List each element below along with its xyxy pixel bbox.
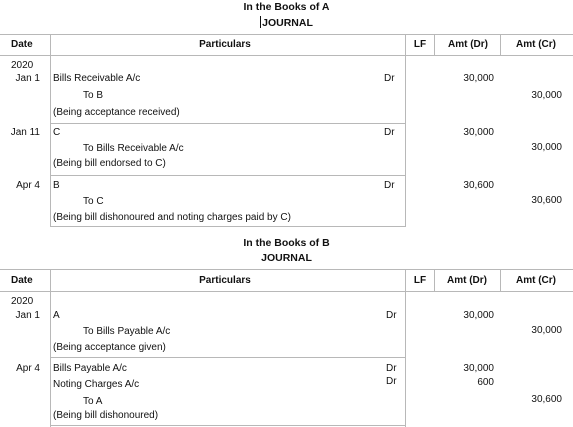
journal-a-entry3-amt-cr: 30,600 (531, 195, 562, 206)
table-b-header-border (0, 291, 573, 292)
journal-b-entry2-dr-marker-1: Dr (386, 363, 397, 374)
header-a-particulars: Particulars (199, 39, 251, 50)
journal-a-entry3-dr-marker: Dr (384, 180, 395, 191)
header-b-lf: LF (413, 275, 427, 286)
journal-b-entry1-amt-dr: 30,000 (463, 310, 494, 321)
books-a-title: In the Books of A (243, 1, 330, 13)
journal-a-entry2-narration: (Being bill endorsed to C) (53, 158, 166, 169)
header-b-amt-dr: Amt (Dr) (447, 275, 487, 286)
table-a-row2-divider (50, 175, 405, 176)
journal-a-entry2-date: Jan 11 (10, 127, 40, 138)
journal-a-entry1-amt-cr: 30,000 (531, 90, 562, 101)
table-a-top-border (0, 34, 573, 35)
journal-a-entry1-narration: (Being acceptance received) (53, 107, 180, 118)
header-a-date: Date (11, 39, 33, 50)
journal-a-entry1-debit-account: Bills Receivable A/c (53, 73, 141, 84)
journal-b-title: JOURNAL (261, 252, 312, 264)
journal-b-entry2-debit-account-2: Noting Charges A/c (53, 379, 140, 390)
journal-b-entry1-amt-cr: 30,000 (531, 325, 562, 336)
journal-b-entry2-credit-account: To A (83, 396, 103, 407)
table-b-col-divider-particulars (405, 269, 406, 427)
journal-b-entry1-dr-marker: Dr (386, 310, 397, 321)
header-b-amt-cr: Amt (Cr) (516, 275, 556, 286)
journal-a-entry2-credit-account: To Bills Receivable A/c (83, 143, 184, 154)
header-b-particulars: Particulars (199, 275, 251, 286)
journal-b-entry2-debit-account-1: Bills Payable A/c (53, 363, 127, 374)
table-b-col-divider-date (50, 269, 51, 427)
journal-b-entry1-credit-account: To Bills Payable A/c (83, 326, 171, 337)
journal-b-entry2-amt-cr: 30,600 (531, 394, 562, 405)
table-b-top-border (0, 269, 573, 270)
journal-b-entry1-date: Jan 1 (15, 310, 40, 321)
journal-a-entry2-debit-account: C (53, 127, 61, 138)
journal-a-entry3-debit-account: B (53, 180, 60, 191)
journal-a-title: JOURNAL (262, 17, 313, 29)
header-a-amt-dr: Amt (Dr) (448, 39, 488, 50)
journal-a-entry1-amt-dr: 30,000 (463, 73, 494, 84)
journal-b-entry1-narration: (Being acceptance given) (53, 342, 166, 353)
header-a-lf: LF (413, 39, 427, 50)
journal-b-entry1-debit-account: A (53, 310, 60, 321)
books-b-title: In the Books of B (243, 237, 330, 249)
journal-a-entry2-amt-dr: 30,000 (463, 127, 494, 138)
books-a-journal-heading (0, 16, 573, 30)
journal-a-entry3-amt-dr: 30,600 (463, 180, 494, 191)
journal-a-entry2-amt-cr: 30,000 (531, 142, 562, 153)
header-b-date: Date (11, 275, 33, 286)
journal-b-entry2-dr-marker-2: Dr (386, 376, 397, 387)
table-b-row2-divider (50, 425, 405, 426)
journal-b-entry2-amt-dr-1: 30,000 (463, 363, 494, 374)
journal-a-entry1-date: Jan 1 (15, 73, 40, 84)
journal-b-entry2-date: Apr 4 (16, 363, 40, 374)
journal-b-entry2-amt-dr-2: 600 (477, 377, 494, 388)
header-a-amt-cr: Amt (Cr) (516, 39, 556, 50)
journal-b-year: 2020 (11, 296, 34, 307)
journal-a-entry1-credit-account: To B (83, 90, 104, 101)
journal-a-entry3-date: Apr 4 (16, 180, 40, 191)
text-cursor (260, 16, 261, 28)
journal-a-entry1-dr-marker: Dr (384, 73, 395, 84)
table-a-header-border (0, 55, 573, 56)
table-a-row3-divider (50, 226, 405, 227)
table-a-col-divider-particulars (405, 34, 406, 227)
table-b-row1-divider (50, 357, 405, 358)
journal-a-year: 2020 (11, 60, 34, 71)
table-a-col-divider-dr (500, 34, 501, 55)
journal-a-entry3-narration: (Being bill dishonoured and noting charges paid by C) (53, 212, 291, 223)
journal-a-entry3-credit-account: To C (83, 196, 104, 207)
table-a-row1-divider (50, 123, 405, 124)
journal-b-entry2-narration: (Being bill dishonoured) (53, 410, 159, 421)
table-a-col-divider-date (50, 34, 51, 227)
journal-a-entry2-dr-marker: Dr (384, 127, 395, 138)
table-b-col-divider-dr (500, 269, 501, 291)
